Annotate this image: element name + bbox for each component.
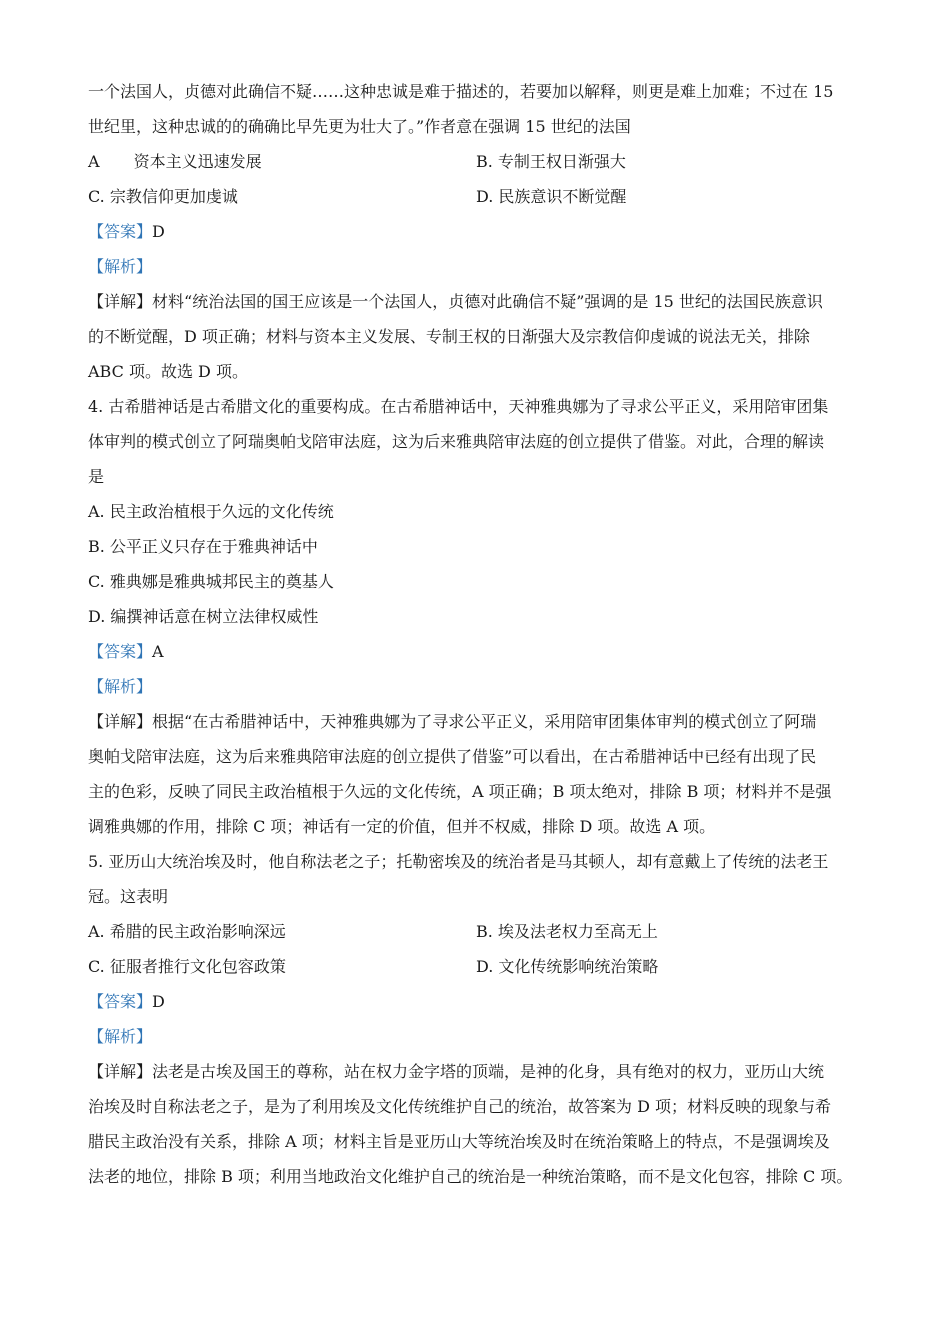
option-a-text: 资本主义迅速发展 bbox=[133, 152, 262, 171]
detail-line: ABC 项。故选 D 项。 bbox=[88, 362, 248, 381]
option-a: A. 希腊的民主政治影响深远 bbox=[88, 922, 286, 941]
analysis-line bbox=[88, 669, 878, 704]
detail-line bbox=[88, 704, 878, 739]
question-5 bbox=[88, 844, 878, 1194]
option-b: B. 公平正义只存在于雅典神话中 bbox=[88, 537, 318, 556]
question-4 bbox=[88, 389, 878, 844]
option-b: B. 专制王权日渐强大 bbox=[476, 152, 626, 171]
answer-tag: 【答案】 bbox=[88, 992, 153, 1011]
option-c: C. 宗教信仰更加虔诚 bbox=[88, 187, 238, 206]
question-stem-line: 体审判的模式创立了阿瑞奥帕戈陪审法庭，这为后来雅典陪审法庭的创立提供了借鉴。对此，合理的解读 bbox=[88, 432, 825, 451]
detail-line bbox=[88, 1054, 878, 1089]
detail-line: 治埃及时自称法老之子，是为了利用埃及文化传统维护自己的统治，故答案为 D 项；材料反映的现象与希 bbox=[88, 1097, 832, 1116]
option-a bbox=[88, 144, 476, 179]
question-3 bbox=[88, 74, 878, 389]
option-a: A. 民主政治植根于久远的文化传统 bbox=[88, 502, 334, 521]
detail-line: 调雅典娜的作用，排除 C 项；神话有一定的价值，但并不权威，排除 D 项。故选 A 项。 bbox=[88, 817, 716, 836]
answer-line bbox=[88, 214, 878, 249]
detail-text: 材料“统治法国的国王应该是一个法国人，贞德对此确信不疑”强调的是 15 世纪的法国民族意识 bbox=[152, 292, 823, 311]
answer-tag: 【答案】 bbox=[88, 642, 153, 661]
answer-value: A bbox=[152, 642, 164, 661]
question-stem-line: 是 bbox=[88, 467, 105, 486]
analysis-tag: 【解析】 bbox=[88, 1027, 153, 1046]
document-page bbox=[88, 74, 878, 1194]
options-row bbox=[88, 949, 878, 984]
options-row bbox=[88, 144, 878, 179]
analysis-line bbox=[88, 1019, 878, 1054]
option-d: D. 文化传统影响统治策略 bbox=[476, 957, 659, 976]
answer-tag: 【答案】 bbox=[88, 222, 153, 241]
analysis-tag: 【解析】 bbox=[88, 677, 153, 696]
analysis-line bbox=[88, 249, 878, 284]
options-row bbox=[88, 179, 878, 214]
detail-tag: 【详解】 bbox=[88, 712, 153, 731]
answer-value: D bbox=[152, 992, 165, 1011]
option-b: B. 埃及法老权力至高无上 bbox=[476, 922, 658, 941]
detail-tag: 【详解】 bbox=[88, 292, 153, 311]
options-row bbox=[88, 914, 878, 949]
question-stem-line: 5. 亚历山大统治埃及时，他自称法老之子；托勒密埃及的统治者是马其顿人，却有意戴上了传统的法老王 bbox=[88, 852, 829, 871]
answer-value: D bbox=[152, 222, 165, 241]
option-c: C. 征服者推行文化包容政策 bbox=[88, 957, 286, 976]
detail-line: 腊民主政治没有关系，排除 A 项；材料主旨是亚历山大等统治埃及时在统治策略上的特点，不是强调埃及 bbox=[88, 1132, 830, 1151]
detail-line bbox=[88, 284, 878, 319]
answer-line bbox=[88, 634, 878, 669]
detail-text: 法老是古埃及国王的尊称，站在权力金字塔的顶端，是神的化身，具有绝对的权力，亚历山大统 bbox=[152, 1062, 825, 1081]
option-a-letter: A bbox=[88, 152, 100, 171]
option-d: D. 民族意识不断觉醒 bbox=[476, 187, 627, 206]
detail-line: 主的色彩，反映了同民主政治植根于久远的文化传统，A 项正确；B 项太绝对，排除 B 项；材料并不是强 bbox=[88, 782, 832, 801]
question-stem-line: 冠。这表明 bbox=[88, 887, 169, 906]
question-stem-line: 一个法国人，贞德对此确信不疑……这种忠诚是难于描述的，若要加以解释，则更是难上加难；不过在 15 bbox=[88, 82, 834, 101]
question-stem-line: 世纪里，这种忠诚的的确确比早先更为壮大了。”作者意在强调 15 世纪的法国 bbox=[88, 117, 631, 136]
detail-line: 法老的地位，排除 B 项；利用当地政治文化维护自己的统治是一种统治策略，而不是文化包容，排除 C 项。 bbox=[88, 1167, 853, 1186]
analysis-tag: 【解析】 bbox=[88, 257, 153, 276]
detail-text: 根据“在古希腊神话中，天神雅典娜为了寻求公平正义，采用陪审团集体审判的模式创立了阿瑞 bbox=[152, 712, 817, 731]
answer-line bbox=[88, 984, 878, 1019]
detail-tag: 【详解】 bbox=[88, 1062, 153, 1081]
detail-line: 奥帕戈陪审法庭，这为后来雅典陪审法庭的创立提供了借鉴”可以看出，在古希腊神话中已经有出现了民 bbox=[88, 747, 817, 766]
option-c: C. 雅典娜是雅典城邦民主的奠基人 bbox=[88, 572, 334, 591]
detail-line: 的不断觉醒，D 项正确；材料与资本主义发展、专制王权的日渐强大及宗教信仰虔诚的说法无关，排除 bbox=[88, 327, 810, 346]
question-stem-line: 4. 古希腊神话是古希腊文化的重要构成。在古希腊神话中，天神雅典娜为了寻求公平正义，采用陪审团集 bbox=[88, 397, 829, 416]
option-d: D. 编撰神话意在树立法律权威性 bbox=[88, 607, 319, 626]
